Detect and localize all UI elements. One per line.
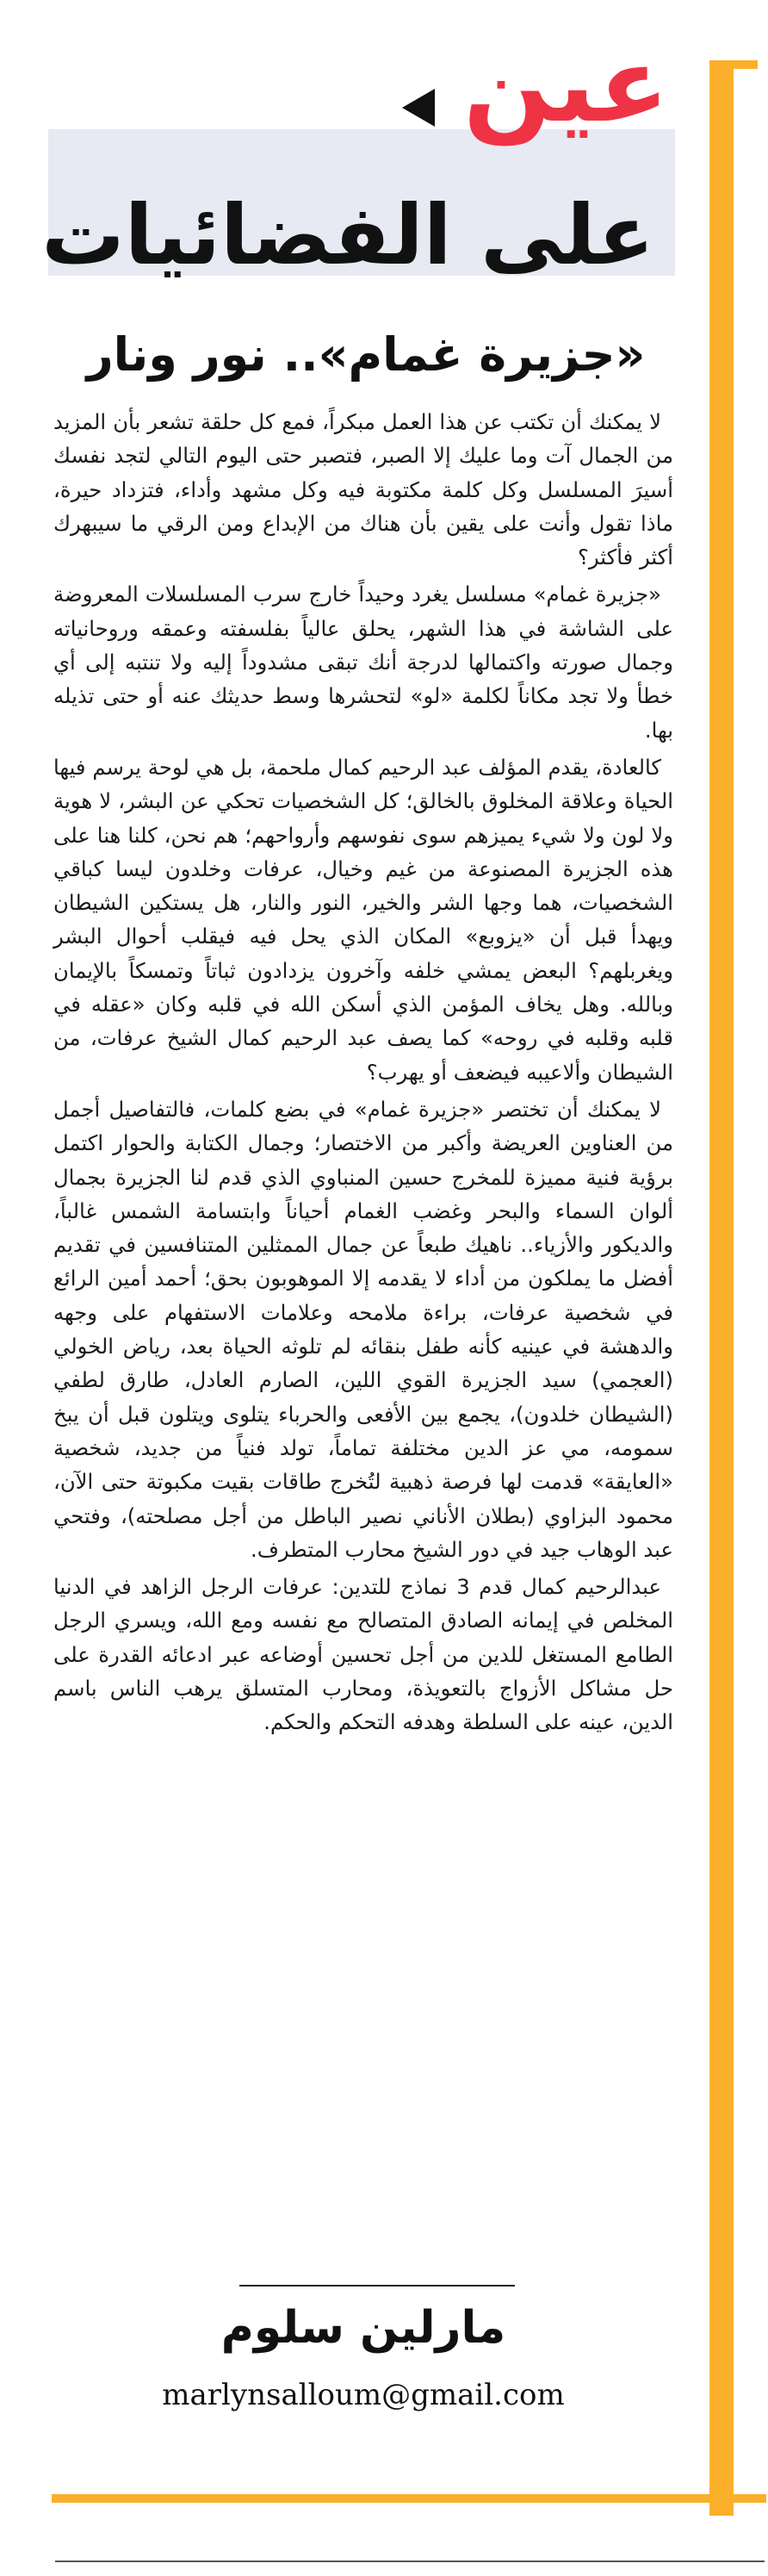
article-headline: «جزيرة غمام».. نور ونار [86, 327, 646, 382]
paragraph: كالعادة، يقدم المؤلف عبد الرحيم كمال ملحمة، بل هي لوحة يرسم فيها الحياة وعلاقة المخلوق بالخالق؛ كل الشخصيات تحكي عن البشر، لا هوية ولا لون ولا شيء يميزهم سوى نفوسهم وأرواحهم؛ هم نحن، كلنا هنا على هذه الجزيرة المصنوعة من غيم وخيال، عرفات وخلدون ليسا كباقي الشخصيات، هما وجها الشر والخير، النور والنار، هل يستكين الشيطان ويهدأ قبل أن «يزوبع» المكان الذي يحل فيه فيقلب أحوال البشر ويغربلهم؟ البعض يمشي خلفه وآخرون يزدادون ثباتاً وتمسكاً بالإيمان وبالله. وهل يخاف المؤمن الذي أسكن الله في قلبه وكان «عقله في قلبه وقلبه في روحه» كما يصف عبد الرحيم كمال الشيخ عرفات، من الشيطان وألاعيبه فيضعف أو يهرب؟ [53, 754, 673, 1085]
section-logo: عين [463, 26, 669, 146]
paragraph: لا يمكنك أن تختصر «جزيرة غمام» في بضع كلمات، فالتفاصيل أجمل من العناوين العريضة وأكبر من الاختصار؛ وجمال الكتابة والحوار اكتمل برؤية فنية مميزة للمخرج حسين المنباوي الذي قدم لنا الجزيرة بجمال ألوان السماء والبحر وغضب الغمام أحياناً وابتسامة الشمس غالباً، والديكور والأزياء.. ناهيك طبعاً عن جمال الممثلين المتنافسين في تقديم أفضل ما يملكون من أداء لا يقدمه إلا الموهوبون بحق؛ أحمد أمين الرائع في شخصية عرفات، براءة ملامحه وعلامات الاستفهام على وجهه والدهشة في عينيه كأنه طفل بنقائه لم تلوثه الحياة بعد، رياض الخولي (العجمي) سيد الجزيرة القوي اللين، الصارم العادل، طارق لطفي (الشيطان خلدون)، يجمع بين الأفعى والحرباء يتلوى ويتلون قبل أن يبخ سمومه، مي عز الدين مختلفة تماماً، تولد فنياً من جديد، شخصية «العايقة» قدمت لها فرصة ذهبية لتُخرج طاقات بقيت مكبوتة حتى الآن، محمود البزاوي (بطلان الأناني نصير الباطل من أجل مصلحته)، وفتحي عبد الوهاب جيد في دور الشيخ محارب المتطرف. [53, 1096, 673, 1562]
author-email[interactable]: marlynsalloum@gmail.com [162, 2378, 565, 2412]
footer-rule [55, 2560, 765, 2562]
paragraph: عبدالرحيم كمال قدم 3 نماذج للتدين: عرفات الرجل الزاهد في الدنيا المخلص في إيمانه الصادق المتصالح مع نفسه ومع الله، ويسري الرجل الطامع المستغل للدين من أجل تحسين أوضاعه عبر ادعائه القدرة على حل مشاكل الأزواج بالتعويذة، ومحارب المتسلق يرهب الناس باسم الدين، عينه على السلطة وهدفه التحكم والحكم. [53, 1574, 673, 1735]
accent-bar-bottom [52, 2494, 766, 2503]
paragraph: «جزيرة غمام» مسلسل يغرد وحيداً خارج سرب المسلسلات المعروضة على الشاشة في هذا الشهر، يحلق عالياً بفلسفته وعمقه وروحانياته وجمال صورته واكتمالها لدرجة أنك تبقى مشدوداً إليه ولا تنتبه إلى أي خطأ ولا تجد مكاناً لكلمة «لو» لتحشرها وسط حديثك عنه أو حتى تذيله بها. [53, 582, 673, 743]
section-title: على الفضائيات [41, 187, 654, 283]
paragraph: لا يمكنك أن تكتب عن هذا العمل مبكراً، فمع كل حلقة تشعر بأن المزيد من الجمال آت وما عليك إلا الصبر، فتصبر حتى اليوم التالي لتجد نفسك أسيرَ المسلسل وكل كلمة مكتوبة فيه وكل مشهد وأداء، فتزداد حيرة، ماذا تقول وأنت على يقين بأن هناك من الإبداع ومن الرقي ما سيبهرك أكثر فأكثر؟ [53, 409, 673, 570]
accent-bar-vertical [709, 60, 734, 2516]
play-icon [392, 82, 443, 134]
article-body [53, 405, 673, 1743]
author-name: مارلين سلوم [220, 2302, 506, 2354]
signature-divider [239, 2285, 515, 2287]
accent-bar-top-right [723, 60, 758, 69]
